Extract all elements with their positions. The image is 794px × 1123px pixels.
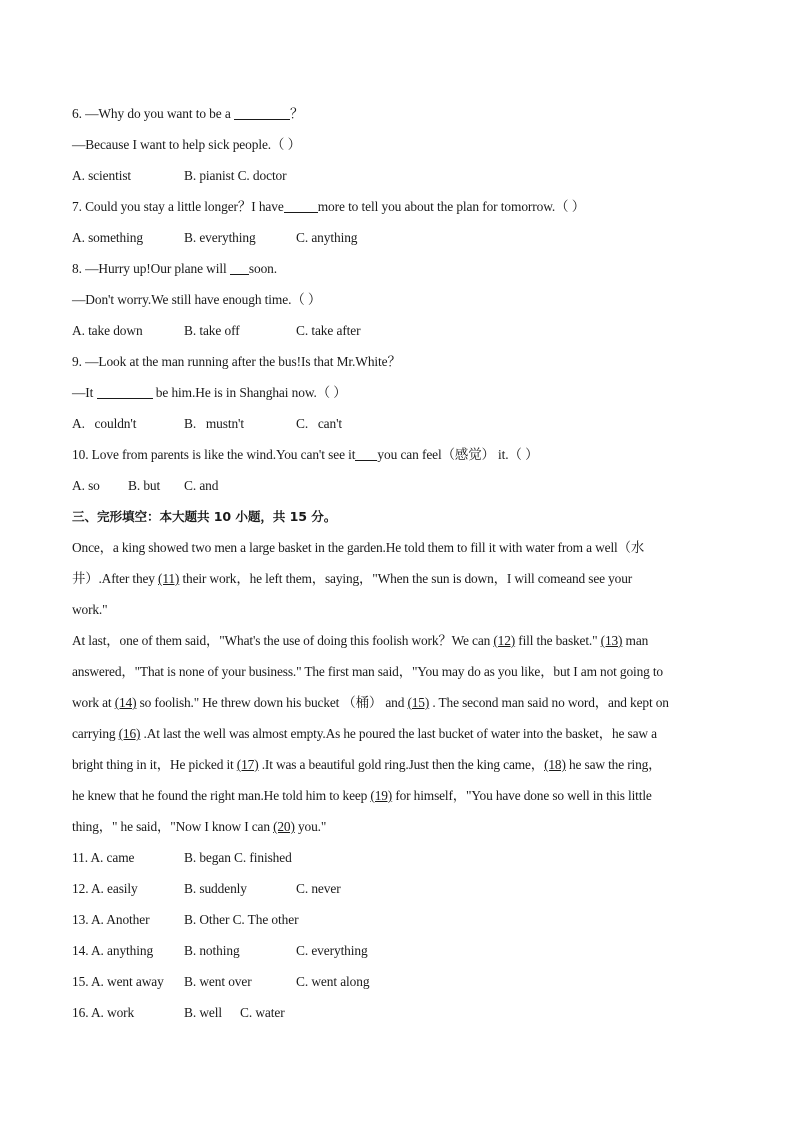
answer-blank [97, 384, 153, 399]
option-a: A. take down [72, 323, 143, 338]
question-13-options [72, 904, 722, 935]
option-c: C. water [240, 1005, 285, 1020]
answer-blank [234, 105, 290, 120]
option-b: B. suddenly [184, 881, 247, 896]
option-a: 15. A. went away [72, 974, 164, 989]
question-7-options [72, 222, 722, 253]
option-c: C. anything [296, 230, 358, 245]
option-a: A. couldn't [72, 416, 137, 431]
option-b-c: B. pianist C. doctor [184, 168, 287, 183]
option-b-c: B. began C. finished [184, 850, 292, 865]
option-b: B. nothing [184, 943, 240, 958]
question-6-reply: —Because I want to help sick people.（ ） [72, 137, 301, 152]
passage-line: 井）.After they (11) their work，he left them，saying，"When the sun is down，I will comeand see your [72, 571, 633, 586]
passage-line: answered，"That is none of your business." The first man said，"You may do as you like，but I am not going to [72, 664, 663, 679]
question-8-options [72, 315, 722, 346]
option-a: A. something [72, 230, 143, 245]
exam-page [72, 98, 722, 1028]
blank-number: (19) [370, 788, 393, 803]
option-a: 13. A. Another [72, 912, 150, 927]
option-b: B. everything [184, 230, 256, 245]
option-c: C. went along [296, 974, 370, 989]
blank-number: (15) [407, 695, 430, 710]
blank-number: (14) [114, 695, 137, 710]
option-a: 16. A. work [72, 1005, 135, 1020]
answer-blank [355, 446, 377, 461]
answer-blank [284, 198, 318, 213]
question-11-options [72, 842, 722, 873]
question-6-options [72, 160, 722, 191]
blank-number: (13) [600, 633, 623, 648]
cloze-passage [72, 532, 722, 842]
option-a: 12. A. easily [72, 881, 138, 896]
option-c: C. everything [296, 943, 368, 958]
passage-line: Once，a king showed two men a large basket in the garden.He told them to fill it with water from a well（水 [72, 540, 645, 555]
question-9-options [72, 408, 722, 439]
blank-number: (16) [118, 726, 141, 741]
passage-line: At last，one of them said，"What's the use of doing this foolish work？We can (12) fill the basket." (13) man [72, 633, 649, 648]
blank-number: (12) [493, 633, 516, 648]
option-b: B. well [184, 1005, 222, 1020]
passage-line: thing，" he said，"Now I know I can (20) you." [72, 819, 327, 834]
option-a: 11. A. came [72, 850, 135, 865]
question-14-options [72, 935, 722, 966]
option-b: B. take off [184, 323, 240, 338]
blank-number: (20) [273, 819, 295, 834]
question-10-options [72, 470, 722, 501]
option-a: A. scientist [72, 168, 132, 183]
passage-line: work." [72, 602, 108, 617]
answer-blank [230, 260, 249, 275]
passage-line: bright thing in it，He picked it (17) .It was a beautiful gold ring.Just then the king came，(18) he saw the ring， [72, 757, 662, 772]
question-9-stem: 9. —Look at the man running after the bus!Is that Mr.White？ [72, 354, 401, 369]
question-16-options [72, 997, 722, 1028]
passage-line: he knew that he found the right man.He told him to keep (19) for himself，"You have done so well in this little [72, 788, 652, 803]
blank-number: (17) [236, 757, 259, 772]
question-12-options [72, 873, 722, 904]
option-c: C. never [296, 881, 341, 896]
blank-number: (11) [158, 571, 180, 586]
option-c: C. take after [296, 323, 361, 338]
blank-number: (18) [544, 757, 566, 772]
question-9-reply: —It be him.He is in Shanghai now.（ ） [72, 385, 347, 400]
option-a: 14. A. anything [72, 943, 154, 958]
passage-line: work at (14) so foolish." He threw down his bucket （桶） and (15) . The second man said no word，and kept on [72, 695, 669, 710]
option-b-c: B. Other C. The other [184, 912, 299, 927]
passage-line: carrying (16) .At last the well was almost empty.As he poured the last bucket of water into the basket，he saw a [72, 726, 657, 741]
option-c: C. and [184, 478, 219, 493]
question-6-stem: 6. —Why do you want to be a ？ [72, 106, 304, 121]
question-8-reply: —Don't worry.We still have enough time.（ ） [72, 292, 322, 307]
option-c: C. can't [296, 416, 343, 431]
question-8-stem: 8. —Hurry up!Our plane will soon. [72, 261, 278, 276]
option-a: A. so [72, 478, 100, 493]
question-10-stem: 10. Love from parents is like the wind.You can't see it you can feel（感觉） it.（ ） [72, 447, 539, 462]
option-b: B. went over [184, 974, 252, 989]
section-3-heading: 三、完形填空：本大题共 10 小题，共 15 分。 [72, 509, 337, 524]
question-7-stem: 7. Could you stay a little longer？I have more to tell you about the plan for tomorrow.（ ） [72, 199, 585, 214]
question-15-options [72, 966, 722, 997]
option-b: B. but [128, 478, 161, 493]
option-b: B. mustn't [184, 416, 244, 431]
